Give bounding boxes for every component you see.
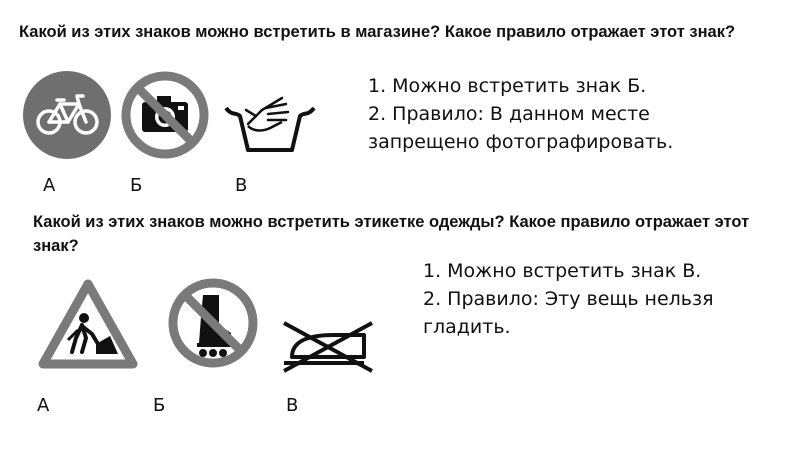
- no-camera-sign-icon: [120, 70, 210, 160]
- sign-label-v: В: [235, 175, 248, 196]
- do-not-iron-sign-icon: [278, 315, 378, 375]
- no-rollerblades-sign-icon: [167, 277, 259, 369]
- bicycle-sign-icon: [22, 70, 112, 160]
- sign-label-b: Б: [130, 175, 143, 196]
- sign-label-a: А: [37, 395, 50, 416]
- answer-1-line-3: запрещено фотографировать.: [368, 131, 674, 153]
- question-1: Какой из этих знаков можно встретить в магазине? Какое правило отражает этот знак?: [19, 23, 736, 41]
- answer-2-line-2: 2. Правило: Эту вещь нельзя: [423, 288, 714, 310]
- answer-2-line-3: гладить.: [423, 316, 511, 338]
- answer-2-line-1: 1. Можно встретить знак В.: [423, 260, 702, 282]
- question-2: Какой из этих знаков можно встретить этикетке одежды? Какое правило отражает этот знак?: [33, 213, 750, 255]
- answer-2: [423, 257, 714, 341]
- answer-1-line-1: 1. Можно встретить знак Б.: [368, 75, 647, 97]
- sign-label-b: Б: [153, 395, 166, 416]
- sign-label-v: В: [286, 395, 299, 416]
- hand-wash-sign-icon: [222, 86, 317, 156]
- answer-1-line-2: 2. Правило: В данном месте: [368, 103, 650, 125]
- road-works-sign-icon: [38, 278, 138, 370]
- sign-label-a: А: [43, 175, 56, 196]
- answer-1: [368, 72, 673, 156]
